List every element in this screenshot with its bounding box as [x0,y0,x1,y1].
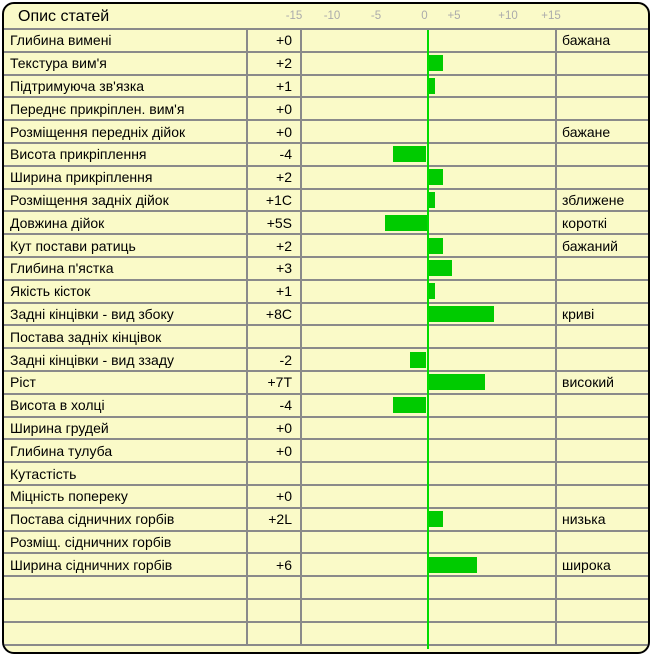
trait-row [4,167,648,190]
trait-row [4,281,648,304]
trait-row [4,509,648,532]
trait-comment-cell: зближене [555,190,648,211]
trait-row [4,418,648,441]
trait-value-cell: -4 [246,395,300,416]
trait-name-cell: Розміщення задніх дійок [10,191,169,208]
trait-row [4,76,648,99]
trait-value-cell: +0 [246,418,300,439]
trait-row [4,463,648,486]
trait-comment-cell: бажане [555,121,648,142]
axis-tick-label: +10 [498,10,518,22]
panel-title: Опис статей [18,8,110,25]
trait-name-cell: Постава сідничних горбів [10,511,175,528]
trait-name-cell: Кут постави ратиць [10,237,136,254]
trait-comment-cell: бажана [555,30,648,51]
trait-row [4,121,648,144]
trait-value-cell: +2L [246,509,300,530]
trait-comment-cell: високий [555,372,648,393]
trait-name-cell: Текстура вим'я [10,55,107,72]
trait-value-cell [246,326,300,347]
trait-row [4,326,648,349]
trait-bar [385,215,427,231]
trait-row [4,98,648,121]
trait-row [4,304,648,327]
trait-row [4,486,648,509]
trait-comment-cell [555,258,648,279]
trait-name-cell: Задні кінцівки - вид ззаду [10,351,175,368]
trait-value-cell: +2 [246,235,300,256]
trait-value-cell: +6 [246,554,300,575]
trait-description-panel [2,2,650,654]
trait-name-cell [4,577,246,598]
trait-bar [427,374,486,390]
trait-comment-cell [555,144,648,165]
trait-comment-cell [555,418,648,439]
trait-name-cell: Постава задніх кінцівок [10,328,162,345]
trait-name-cell: Розміщ. сідничних горбів [10,533,172,550]
trait-value-cell: +8C [246,304,300,325]
trait-comment-cell [555,98,648,119]
trait-name-cell: Висота в холці [10,397,105,414]
trait-name-cell: Ріст [10,374,36,391]
trait-value-cell: +5S [246,212,300,233]
zero-axis-line [427,30,429,649]
trait-value-cell: +0 [246,440,300,461]
trait-comment-cell [555,600,648,621]
trait-row [4,53,648,76]
axis-tick-label: -15 [285,10,303,22]
trait-comment-cell: бажаний [555,235,648,256]
trait-name-cell: Довжина дійок [10,214,105,231]
trait-comment-cell: криві [555,304,648,325]
trait-value-cell [246,600,300,621]
trait-comment-cell [555,349,648,370]
trait-bar [427,169,444,185]
trait-row [4,372,648,395]
axis-tick-label: +15 [541,10,561,22]
trait-comment-cell [555,395,648,416]
trait-row [4,144,648,167]
trait-name-cell: Глибина вимені [10,32,112,49]
trait-bar [427,238,444,254]
trait-comment-cell [555,326,648,347]
trait-row [4,190,648,213]
trait-value-cell: +1 [246,281,300,302]
trait-row [4,440,648,463]
trait-value-cell: +3 [246,258,300,279]
trait-value-cell: -2 [246,349,300,370]
trait-name-cell [4,623,246,644]
trait-bar [393,397,427,413]
trait-name-cell: Глибина п'ястка [10,260,114,277]
trait-row [4,395,648,418]
trait-row [4,212,648,235]
trait-bar [427,557,477,573]
trait-value-cell: +0 [246,486,300,507]
trait-row [4,235,648,258]
trait-name-cell: Глибина тулуба [10,442,113,459]
trait-value-cell: +0 [246,98,300,119]
trait-comment-cell: широка [555,554,648,575]
axis-tick-label: +5 [447,10,461,22]
trait-comment-cell [555,532,648,553]
trait-comment-cell [555,281,648,302]
trait-bar [393,146,427,162]
trait-value-cell [246,577,300,598]
trait-comment-cell [555,486,648,507]
trait-value-cell [246,532,300,553]
trait-row [4,554,648,577]
trait-comment-cell [555,463,648,484]
panel-header [4,4,648,30]
trait-value-cell: +1 [246,76,300,97]
trait-name-cell: Підтримуюча зв'язка [10,77,145,94]
axis-tick-label: -10 [323,10,341,22]
trait-comment-cell [555,440,648,461]
trait-row [4,577,648,600]
trait-value-cell: +7T [246,372,300,393]
trait-name-cell: Якість кісток [10,283,91,300]
trait-name-cell: Кутастість [10,465,77,482]
trait-row [4,258,648,281]
trait-bar [427,55,444,71]
trait-value-cell: +0 [246,121,300,142]
trait-name-cell: Переднє прикріплен. вим'я [10,100,185,117]
axis-tick-label: -5 [370,10,382,22]
trait-comment-cell: низька [555,509,648,530]
trait-name-cell: Ширина сідничних горбів [10,556,173,573]
trait-name-cell [4,600,246,621]
trait-comment-cell [555,577,648,598]
trait-value-cell [246,623,300,644]
trait-value-cell: +1C [246,190,300,211]
trait-comment-cell [555,623,648,644]
axis-tick-label: 0 [421,10,428,22]
trait-row [4,600,648,623]
trait-value-cell [246,463,300,484]
trait-row [4,623,648,646]
trait-value-cell: +2 [246,167,300,188]
trait-comment-cell: короткі [555,212,648,233]
trait-bar [427,511,444,527]
trait-name-cell: Міцність попереку [10,488,128,505]
trait-name-cell: Висота прикріплення [10,146,147,163]
trait-comment-cell [555,53,648,74]
trait-comment-cell [555,167,648,188]
trait-name-cell: Задні кінцівки - вид збоку [10,305,174,322]
trait-value-cell: +2 [246,53,300,74]
trait-row [4,532,648,555]
trait-table [4,30,648,646]
trait-bar [427,260,452,276]
trait-value-cell: -4 [246,144,300,165]
trait-value-cell: +0 [246,30,300,51]
trait-row [4,349,648,372]
trait-bar [410,352,427,368]
trait-name-cell: Ширина прикріплення [10,169,153,186]
trait-comment-cell [555,76,648,97]
trait-row [4,30,648,53]
trait-name-cell: Розміщення передніх дійок [10,123,186,140]
trait-bar [427,306,494,322]
trait-name-cell: Ширина грудей [10,419,109,436]
